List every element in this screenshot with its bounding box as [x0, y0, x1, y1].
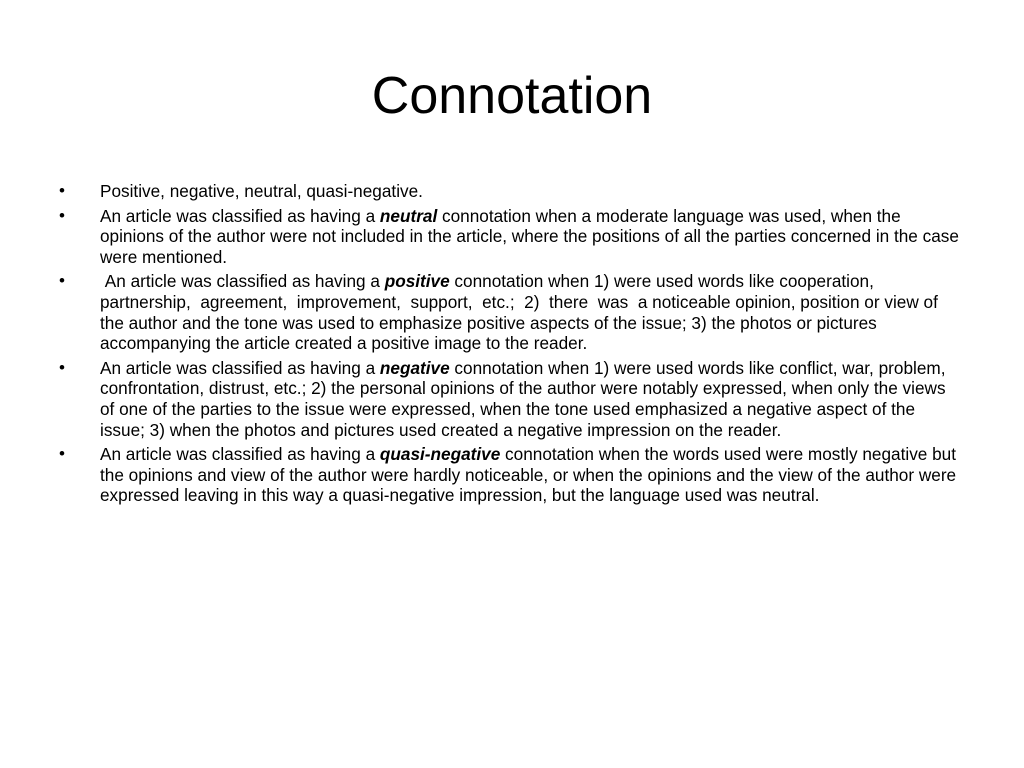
bullet-emphasis-positive: positive — [384, 271, 450, 292]
bullet-dot-icon: • — [59, 357, 65, 377]
bullet-text-after: connotation when 1) were used words like cooperation, partnership, agreement, improvement, support, etc.; 2) there was a noticeable opinion, position or view of the author and the tone was used to emphasize positive aspects of the issue; 3) the photos or pictures accompanying the article created a positive image to the reader. — [100, 271, 943, 354]
bullet-item-quasi-negative — [56, 444, 964, 506]
bullet-dot-icon: • — [59, 444, 65, 464]
bullet-item-negative — [56, 358, 964, 440]
bullet-text: Positive, negative, neutral, quasi-negative. — [100, 181, 423, 201]
bullet-dot-icon: • — [59, 271, 65, 291]
bullet-item-overview — [56, 181, 964, 202]
bullet-text-after: connotation when a moderate language was used, when the opinions of the author were not included in the article, where the positions of all the parties concerned in the case were mentioned. — [100, 205, 959, 267]
bullet-emphasis-negative: negative — [379, 357, 450, 378]
bullet-text-after: connotation when the words used were mostly negative but the opinions and view of the author were hardly noticeable, or when the opinions and the view of the author were expressed leaving in this way a quasi-negative impression, but the language used was neutral. — [100, 444, 957, 506]
bullet-list — [56, 181, 964, 510]
bullet-item-neutral — [56, 206, 964, 268]
bullet-dot-icon: • — [59, 181, 65, 200]
bullet-text-before: An article was classified as having a — [100, 444, 380, 465]
bullet-text-after: connotation when 1) were used words like conflict, war, problem, confrontation, distrust, etc.; 2) the personal opinions of the author were notably expressed, when only the views of one of the parties to the issue were expressed, when the tone used emphasized a negative aspect of the issue; 3) when the photos and pictures used created a negative impression on the reader. — [100, 357, 946, 440]
bullet-text-before: An article was classified as having a — [100, 205, 380, 226]
slide-title: Connotation — [371, 67, 653, 125]
bullet-dot-icon: • — [59, 205, 65, 225]
bullet-emphasis-quasi-negative: quasi-negative — [379, 444, 501, 465]
bullet-item-positive — [56, 271, 964, 353]
bullet-text-before: An article was classified as having a — [100, 357, 380, 378]
bullet-text-before: An article was classified as having a — [100, 271, 385, 292]
bullet-emphasis-neutral: neutral — [379, 205, 438, 226]
